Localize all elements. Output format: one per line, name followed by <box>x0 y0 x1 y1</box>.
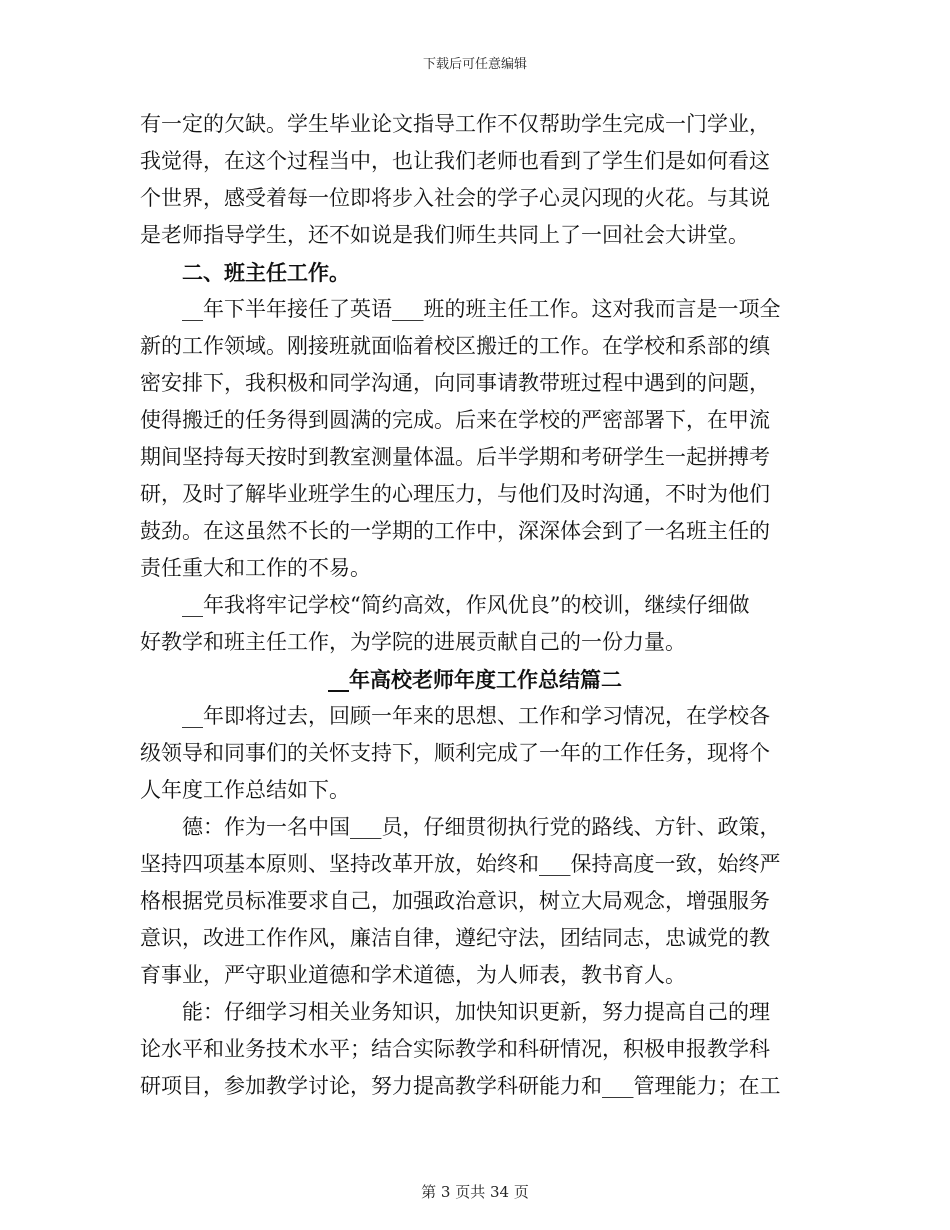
body-line: 有一定的欠缺。学生毕业论文指导工作不仅帮助学生完成一门学业， <box>140 112 770 136</box>
body-line: 好教学和班主任工作，为学院的进展贡献自己的一份力量。 <box>140 630 686 654</box>
body-line: 能：仔细学习相关业务知识，加快知识更新，努力提高自己的理 <box>182 1000 770 1024</box>
page-footer: 第 3 页共 34 页 <box>421 1183 529 1201</box>
body-line: __年我将牢记学校“简约高效，作风优良”的校训，继续仔细做 <box>182 593 750 617</box>
body-line: 我觉得，在这个过程当中，也让我们老师也看到了学生们是如何看这 <box>140 149 770 173</box>
body-line: 鼓劲。在这虽然不长的一学期的工作中，深深体会到了一名班主任的 <box>140 519 770 543</box>
body-line: 研，及时了解毕业班学生的心理压力，与他们及时沟通，不时为他们 <box>140 482 770 506</box>
body-line: __年即将过去，回顾一年来的思想、工作和学习情况，在学校各 <box>182 704 770 728</box>
body-line: 个世界，感受着每一位即将步入社会的学子心灵闪现的火花。与其说 <box>140 186 770 210</box>
body-line: 是老师指导学生，还不如说是我们师生共同上了一回社会大讲堂。 <box>140 223 749 247</box>
body-line: 密安排下，我积极和同学沟通，向同事请教带班过程中遇到的问题， <box>140 371 770 395</box>
page-header: 下载后可任意编辑 <box>422 57 527 72</box>
body-line: 责任重大和工作的不易。 <box>140 556 371 580</box>
body-line: 意识，改进工作作风，廉洁自律，遵纪守法，团结同志，忠诚党的教 <box>140 926 770 950</box>
body-line: __年下半年接任了英语___班的班主任工作。这对我而言是一项全 <box>182 297 781 321</box>
body-line: 新的工作领域。刚接班就面临着校区搬迁的工作。在学校和系部的缜 <box>140 334 770 358</box>
body-line: 论水平和业务技术水平；结合实际教学和科研情况，积极申报教学科 <box>140 1037 770 1061</box>
body-line: 期间坚持每天按时到教室测量体温。后半学期和考研学生一起拼搏考 <box>140 445 770 469</box>
body-line: 研项目，参加教学讨论，努力提高教学科研能力和___管理能力；在工 <box>140 1074 781 1098</box>
body-line: 格根据党员标准要求自己，加强政治意识，树立大局观念，增强服务 <box>140 889 770 913</box>
section-heading: 二、班主任工作。 <box>182 260 350 285</box>
body-line: 使得搬迁的任务得到圆满的完成。后来在学校的严密部署下，在甲流 <box>140 408 770 432</box>
body-line: 德：作为一名中国___员，仔细贯彻执行党的路线、方针、政策， <box>182 815 781 839</box>
body-line: 坚持四项基本原则、坚持改革开放，始终和___保持高度一致，始终严 <box>140 852 781 876</box>
article-title: __年高校老师年度工作总结篇二 <box>328 667 622 692</box>
body-line: 级领导和同事们的关怀支持下，顺利完成了一年的工作任务，现将个 <box>140 741 770 765</box>
body-line: 人年度工作总结如下。 <box>140 778 350 802</box>
document-body <box>140 106 810 1105</box>
body-line: 育事业，严守职业道德和学术道德，为人师表，教书育人。 <box>140 963 686 987</box>
